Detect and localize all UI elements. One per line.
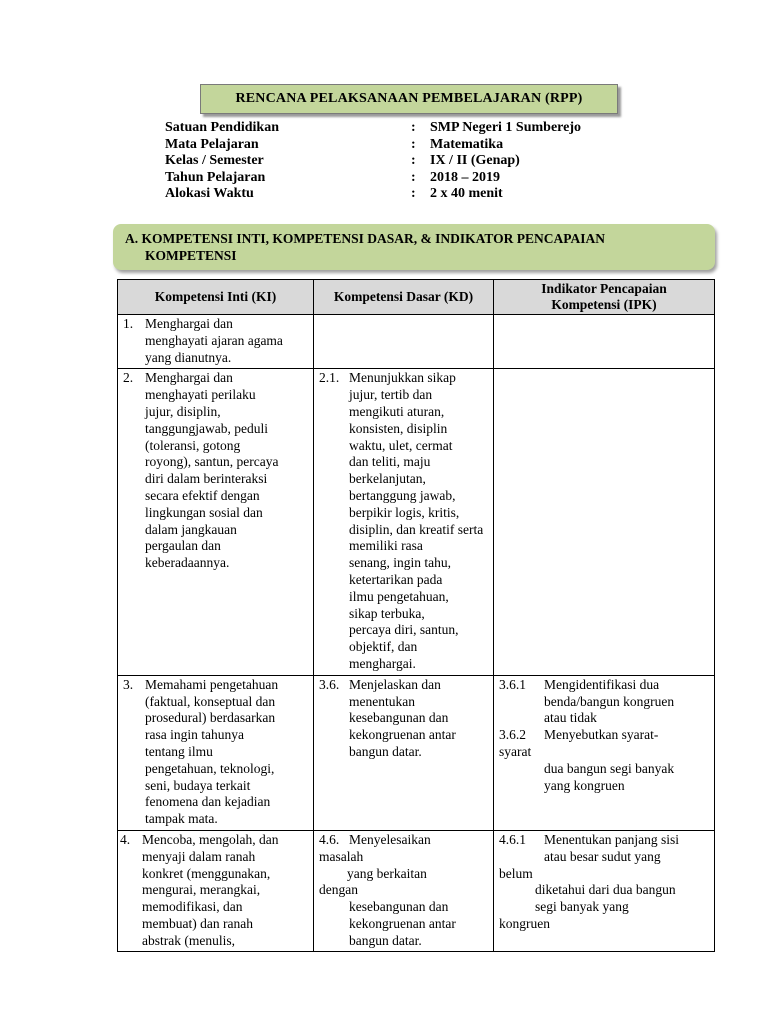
identity-value: 2018 – 2019: [430, 169, 500, 185]
identity-value: IX / II (Genap): [430, 153, 520, 169]
identity-colon: :: [411, 153, 416, 169]
identity-label: Alokasi Waktu: [165, 186, 254, 202]
section-a-text: [125, 230, 605, 264]
identity-value: SMP Negeri 1 Sumberejo: [430, 120, 581, 135]
identity-value: 2 x 40 menit: [430, 186, 503, 202]
ki-cell: 1. Menghargai dan menghayati ajaran agama yang dianutnya.: [118, 315, 314, 369]
identity-colon: :: [411, 169, 416, 185]
identity-colon: :: [411, 136, 416, 152]
identity-colon: :: [411, 120, 416, 135]
section-a-line2: KOMPETENSI: [145, 248, 237, 263]
kd-cell: 3.6. Menjelaskan dan menentukan kesebangunan dan kekongruenan antar bangun datar.: [314, 675, 494, 830]
table-header-row: [118, 280, 715, 315]
ipk-cell: 3.6.1 Mengidentifikasi dua benda/bangun kongruen atau tidak 3.6.2 Menyebutkan syarat- syarat dua bangun segi banyak yang kongruen: [494, 675, 715, 830]
identity-colon: :: [411, 186, 416, 202]
ki-cell: 4. Mencoba, mengolah, dan menyaji dalam ranah konkret (menggunakan, mengurai, merangkai, memodifikasi, dan membuat) dan ranah abstrak (menulis,: [118, 830, 314, 952]
identity-value: Matematika: [430, 136, 504, 152]
header-ipk: Indikator Pencapaian Kompetensi (IPK): [494, 280, 715, 315]
header-ki: Kompetensi Inti (KI): [118, 280, 314, 315]
ipk-cell: [494, 315, 715, 369]
competency-table: [117, 279, 715, 952]
identity-label: Tahun Pelajaran: [165, 169, 266, 185]
table-row: [118, 830, 715, 952]
kd-cell: [314, 315, 494, 369]
table-row: [118, 369, 715, 675]
header-kd: Kompetensi Dasar (KD): [314, 280, 494, 315]
table-row: [118, 675, 715, 830]
identity-label: Mata Pelajaran: [165, 136, 259, 152]
section-a-line1: A. KOMPETENSI INTI, KOMPETENSI DASAR, & INDIKATOR PENCAPAIAN: [125, 231, 606, 246]
ki-cell: 3. Memahami pengetahuan (faktual, konseptual dan prosedural) berdasarkan rasa ingin tahunya tentang ilmu pengetahuan, teknologi, seni, budaya terkait fenomena dan kejadian tampak mata.: [118, 675, 314, 830]
section-a-heading: [113, 224, 715, 270]
table-row: [118, 315, 715, 369]
document-title: RENCANA PELAKSANAAN PEMBELAJARAN (RPP): [235, 91, 583, 106]
ipk-cell: 4.6.1 Menentukan panjang sisi atau besar sudut yang belum diketahui dari dua bangun segi banyak yang kongruen: [494, 830, 715, 952]
identity-label: Satuan Pendidikan: [165, 120, 279, 135]
ki-cell: 2. Menghargai dan menghayati perilaku jujur, disiplin, tanggungjawab, peduli (toleransi, gotong royong), santun, percaya diri dalam berinteraksi secara efektif dengan lingkungan sosial dan dalam jangkauan pergaulan dan keberadaannya.: [118, 369, 314, 675]
document-title-box: [200, 84, 618, 114]
kd-cell: 2.1. Menunjukkan sikap jujur, tertib dan mengikuti aturan, konsisten, disiplin waktu, ulet, cermat dan teliti, maju berkelanjutan, bertanggung jawab, berpikir logis, kritis, disiplin, dan kreatif serta memiliki rasa senang, ingin tahu, ketertarikan pada ilmu pengetahuan, sikap terbuka, percaya diri, santun, objektif, dan menghargai.: [314, 369, 494, 675]
ipk-cell: [494, 369, 715, 675]
identity-label: Kelas / Semester: [165, 153, 264, 169]
kd-cell: 4.6. Menyelesaikan masalah yang berkaitan dengan kesebangunan dan kekongruenan antar bangun datar.: [314, 830, 494, 952]
